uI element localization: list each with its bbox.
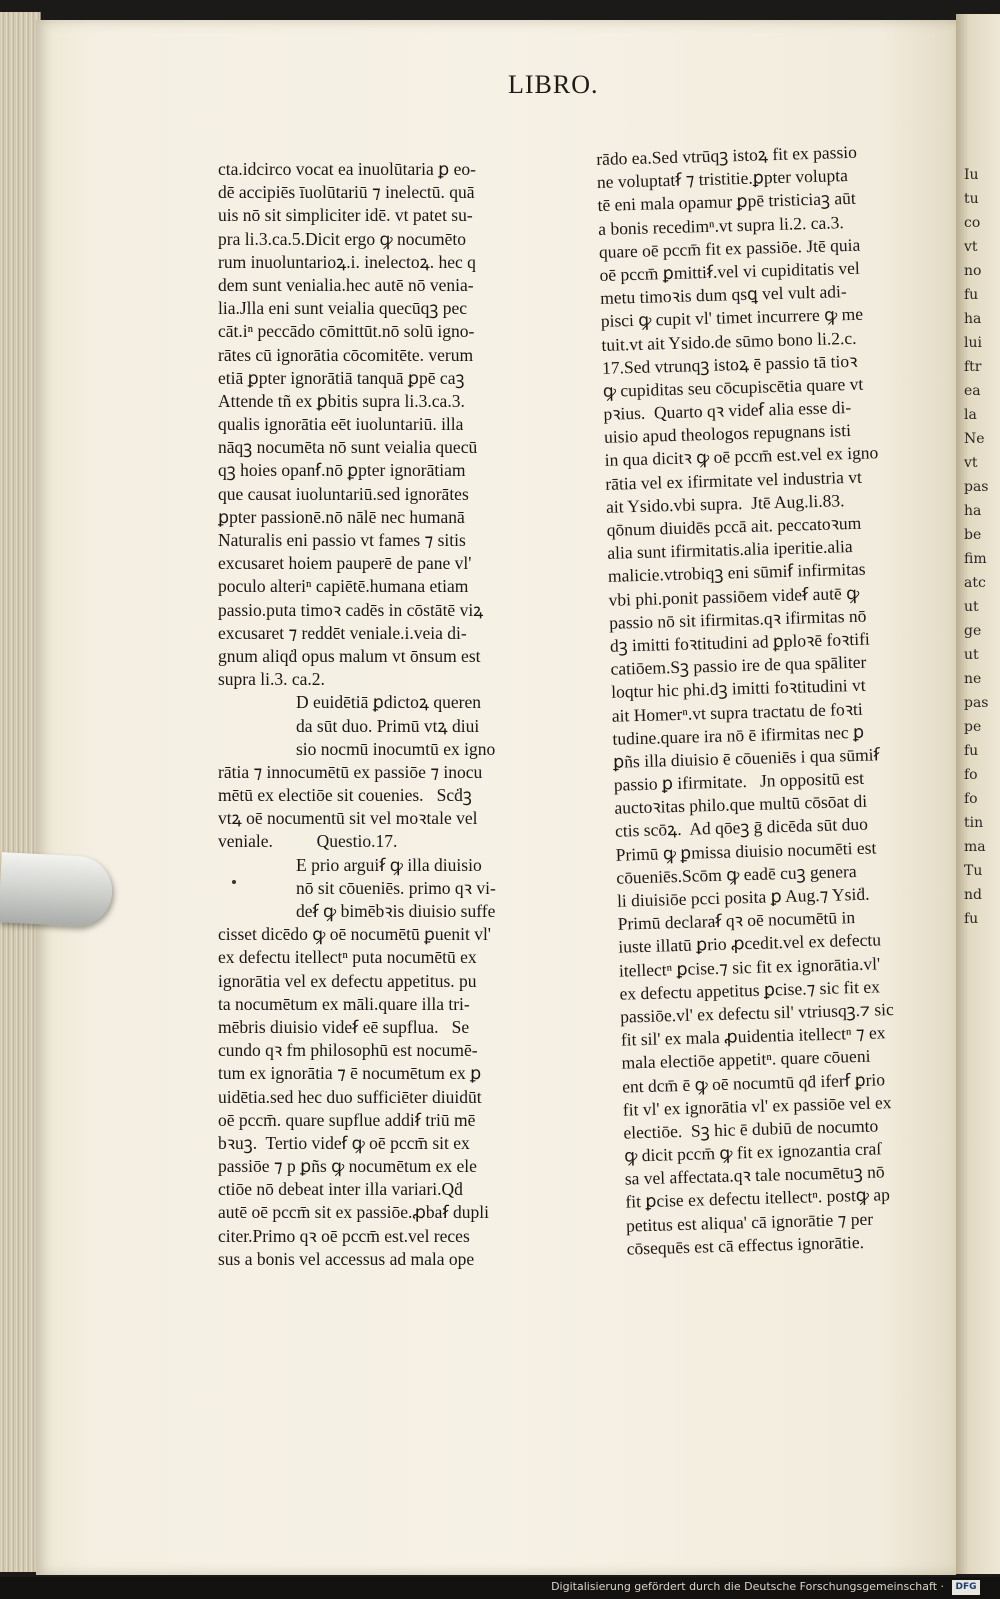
facing-page-fragment: fim: [964, 551, 987, 567]
text-line: tuit.vt ait Ysido.de sūmo bono li.2.c.: [601, 327, 857, 355]
facing-page-fragment: fo: [964, 791, 978, 807]
text-line: rādo ea.Sed vtrūqꝫ istoꝝ fit ex passio: [596, 141, 858, 169]
text-line: cōsequēs est cā effectus ignorātie.: [626, 1231, 865, 1259]
text-line: cisset dicēdo ꝙ oē nocumētū ꝑuenit vl': [218, 924, 491, 945]
text-line: rātes cū ignorātia cōcomitēte. verum: [218, 344, 474, 365]
text-line: petitus est aliqua' cā ignorātie ⁊ per: [625, 1208, 874, 1236]
book-edge-left: [0, 12, 41, 1572]
text-line: cta.idcirco vocat ea inuolūtaria ꝑ eo-: [218, 159, 476, 179]
text-line: vbi phi.ponit passiōem videẜ autē ꝙ: [608, 582, 860, 610]
facing-page-fragment: nd: [964, 887, 982, 903]
text-line: auctoꝛitas philo.que multū cōsōat di: [614, 790, 868, 818]
funding-credit: Digitalisierung gefördert durch die Deutsche Forschungsgemeinschaft ·: [551, 1580, 944, 1593]
facing-page-fragment: ge: [964, 623, 982, 639]
text-line: citer.Primo qꝛ oē pccm̄ est.vel reces: [218, 1225, 470, 1246]
text-line: autē oē pccm̄ sit ex passiōe.ꝓbaẜ dupli: [218, 1202, 489, 1223]
facing-page-fragment: no: [964, 263, 982, 279]
text-line: ait Homerⁿ.vt supra tractatu de foꝛti: [611, 698, 863, 726]
text-line: rātia ⁊ innocumētū ex passiōe ⁊ inocu: [218, 761, 483, 782]
running-title: LIBRO.: [508, 70, 599, 99]
text-line: uidētia.sed hec duo sufficiēter diuidūt: [218, 1086, 482, 1107]
text-line: ꝙ dicit pccm̄ ꝙ fit ex ignozantia craſ: [623, 1138, 882, 1166]
text-line: li diuisiōe pcci posita ꝑ Aug.⁊ Ysiḋ.: [616, 883, 870, 911]
text-line: a bonis recedimⁿ.vt supra li.2. ca.3.: [597, 211, 845, 239]
facing-page-fragment: co: [964, 215, 981, 231]
facing-page-fragment: fu: [964, 287, 979, 303]
text-line: ait Ysido.vbi supra. Jtē Aug.li.83.: [605, 490, 845, 517]
text-line: pra li.3.ca.5.Dicit ergo ꝙ nocumēto: [218, 228, 467, 249]
text-line: pisci ꝙ cupit vl' timet incurrere ꝙ me: [600, 303, 864, 332]
text-line: oē pccm̄. quare supflue addiẜ triū mē: [218, 1109, 476, 1130]
text-line: sio nocmū inocumtū ex igno: [296, 738, 496, 759]
facing-page-fragment: ha: [964, 503, 982, 519]
text-line: dē accipiēs īuolūtariū ⁊ inelectū. quā: [218, 182, 475, 203]
text-line: fit ꝑcise ex defectu itellectⁿ. postꝙ ap: [625, 1184, 891, 1213]
text-line: ꝑpter passionē.nō nālē nec humanā: [218, 506, 465, 527]
text-line: ent dcm̄ ē ꝙ oē nocumtū qḋ iferẜ ꝑrio: [621, 1068, 886, 1097]
facing-page-fragment: Ne: [964, 431, 985, 447]
text-line: alia sunt ifirmitatis.alia iperitie.alia: [607, 536, 853, 564]
facing-page-fragment: ea: [964, 383, 981, 399]
text-line: Attende tñ ex ꝑbitis supra li.3.ca.3.: [218, 390, 465, 411]
text-line: ne voluptatẜ ⁊ tristitie.ꝑpter volupta: [596, 165, 849, 193]
text-line: nāqꝫ nocumēta nō sunt veialia quecū: [218, 437, 478, 458]
facing-page-fragment: tu: [964, 191, 979, 207]
text-line: gnum aliqḋ opus malum vt ōnsum est: [218, 645, 481, 666]
text-line: veniale. Questio.17.: [218, 831, 398, 852]
text-line: ex defectu itellectⁿ puta nocumētū ex: [218, 947, 477, 968]
text-line: sa vel affectata.qꝛ tale nocumētuꝫ nō: [624, 1161, 885, 1189]
text-line: 17.Sed vtrunqꝫ istoꝝ ē passio tā tioꝛ: [601, 350, 858, 378]
text-line: loqtur hic phi.dꝫ imitti foꝛtitudini vt: [610, 674, 866, 703]
text-line: Primū ꝙ ꝑmissa diuisio nocumēti est: [615, 837, 877, 865]
text-line: passiōe ⁊ p ꝑñs ꝙ nocumētum ex ele: [218, 1156, 477, 1177]
dfg-logo: DFG: [952, 1580, 980, 1595]
facing-page-fragment: fu: [964, 911, 979, 927]
text-line: excusaret hoiem pauperē de pane vl': [218, 553, 472, 574]
text-line: cundo qꝛ fm philosophū est nocumē-: [218, 1040, 478, 1061]
text-line: da sūt duo. Primū vtꝝ diui: [296, 715, 480, 736]
facing-page-fragment: la: [964, 407, 977, 423]
text-line: bꝛuꝫ. Tertio videẜ ꝙ oē pccm̄ sit ex: [218, 1132, 470, 1153]
text-line: oē pccm̄ ꝑmittiẜ.vel vi cupiditatis vel: [599, 257, 861, 285]
facing-page-fragment: ut: [964, 647, 979, 663]
text-line: ctiōe nō debeat inter illa variari.Qḋ: [218, 1179, 463, 1200]
facing-page-fragment: pe: [964, 719, 982, 735]
text-line: dꝫ imitti foꝛtitudini ad ꝑploꝛē foꝛtifi: [609, 628, 871, 656]
text-line: poculo alteriⁿ capiētē.humana etiam: [218, 576, 469, 597]
facing-page-fragment: fo: [964, 767, 978, 783]
text-line: cāt.iⁿ peccādo cōmittūt.nō solū igno-: [218, 321, 475, 342]
text-line: ꝙ cupiditas seu cōcupiscētia quare vt: [602, 373, 864, 401]
text-line: electiōe. Sꝫ hic ē dubiū de nocumto: [623, 1115, 879, 1143]
text-line: quare oē pccm̄ fit ex passiōe. Jtē quia: [598, 234, 861, 262]
text-line: etiā ꝑpter ignorātiā tanquā ꝑpē caꝫ: [218, 367, 465, 388]
left-text-column: [218, 158, 528, 1271]
facing-page-edge: [956, 14, 1000, 1574]
text-line: supra li.3. ca.2.: [218, 669, 325, 690]
text-line: deẜ ꝙ bimēbꝛis diuisio suffe: [296, 901, 496, 921]
text-line: in qua dicitꝛ ꝙ oē pccm̄ est.vel ex igno: [604, 442, 879, 471]
text-line: qōnum diuidēs pccā ait. peccatoꝛum: [606, 512, 862, 540]
text-line: rātia vel ex ifirmitate vel industria vt: [605, 466, 863, 494]
text-line: que causat iuoluntariū.sed ignorātes: [218, 483, 469, 504]
text-line: tudine.quare ira nō ē ifirmitas nec ꝑ: [612, 721, 865, 749]
facing-page-fragment: tin: [964, 815, 984, 831]
text-line: vtꝝ oē nocumentū sit vel moꝛtale vel: [218, 808, 478, 829]
text-line: fit vl' ex ignorātia vl' ex passiōe vel ex: [622, 1091, 892, 1120]
text-line: itellectⁿ ꝑcise.⁊ sic fit ex ignorātia.vl': [618, 952, 881, 981]
text-line: ta nocumētum ex māli.quare illa tri-: [218, 993, 470, 1014]
text-line: iuste illatū ꝑrio ꝓcedit.vel ex defectu: [618, 929, 882, 958]
text-line: ex defectu appetitus ꝑcise.⁊ sic fit ex: [619, 976, 881, 1004]
facing-page-fragment: pas: [964, 479, 989, 495]
text-line: fit sil' ex mala ꝓuidentia itellectⁿ ⁊ ex: [620, 1022, 886, 1050]
facing-page-fragment: vt: [964, 455, 978, 471]
text-line: passiōe.vl' ex defectu sil' vtriusqꝫ.⁊ sic: [619, 998, 895, 1027]
text-line: cōueniēs.Scōm ꝙ eadē cuꝫ genera: [616, 860, 857, 888]
text-line: metu timoꝛis dum qsꝗ vel vult adi-: [599, 281, 847, 309]
text-line: Primū declaraẜ qꝛ oē nocumētū in: [617, 907, 856, 934]
text-line: ignorātia vel ex defectu appetitus. pu: [218, 970, 477, 991]
text-line: excusaret ⁊ reddēt veniale.i.veia di-: [218, 622, 467, 643]
text-line: dem sunt venialia.hec autē nō venia-: [218, 274, 474, 295]
text-line: sus a bonis vel accessus ad mala ope: [218, 1248, 475, 1269]
text-line: E prio arguiẜ ꝙ illa diuisio: [296, 854, 482, 875]
facing-page-fragment: Tu: [964, 863, 983, 879]
text-line: passio ꝑ ifirmitate. Jn oppositū est: [613, 767, 865, 795]
text-line: mala electiōe appetitⁿ. quare cōueni: [621, 1046, 871, 1073]
facing-page-fragment: ftr: [964, 359, 982, 375]
facing-page-fragment: ut: [964, 599, 979, 615]
facing-page-fragment: Iu: [964, 167, 979, 183]
facing-page-fragment: fu: [964, 743, 979, 759]
text-line: qualis ignorātia eēt iuoluntariū. illa: [218, 414, 464, 435]
text-line: uis nō sit simpliciter idē. vt patet su-: [218, 205, 473, 226]
text-line: pꝛius. Quarto qꝛ videẜ alia esse di-: [603, 397, 852, 424]
text-line: mētū ex electiōe sit couenies. Scḋꝫ: [218, 785, 472, 806]
facing-page-fragment: ma: [964, 839, 986, 855]
text-line: malicie.vtrobiqꝫ eni sūmiẜ infirmitas: [607, 559, 866, 587]
text-line: lia.Jlla eni sunt veialia quecūqꝫ pec: [218, 298, 467, 319]
facing-page-fragment: vt: [964, 239, 978, 255]
text-line: qꝫ hoies opanẜ.nō ꝑpter ignorātiam: [218, 460, 466, 481]
text-line: ꝑñs illa diuisio ē cōueniēs i qua sūmiẜ: [612, 744, 880, 772]
text-line: tē eni mala opamur ꝑpē tristiciaꝫ aūt: [597, 188, 856, 216]
text-line: rum inuoluntarioꝝ.i. inelectoꝝ. hec q: [218, 251, 476, 272]
facing-page-fragment: be: [964, 527, 982, 543]
text-line: uisio apud theologos repugnans isti: [603, 420, 852, 448]
text-line: D euidētiā ꝑdictoꝝ queren: [296, 692, 481, 713]
text-line: passio nō sit ifirmitas.qꝛ ifirmitas nō: [608, 605, 867, 633]
text-line: passio.puta timoꝛ cadēs in cōstātē viꝝ: [218, 599, 484, 620]
facing-page-fragment: ha: [964, 311, 982, 327]
facing-page-fragment: ne: [964, 671, 982, 687]
right-text-column: [596, 139, 957, 1261]
text-line: tum ex ignorātia ⁊ ē nocumētum ex ꝑ: [218, 1063, 482, 1084]
page-clip-icon: [0, 852, 114, 928]
facing-page-fragment: pas: [964, 695, 989, 711]
facing-page-fragment: lui: [964, 335, 982, 351]
text-line: catiōem.Sꝫ passio ire de qua spāliter: [610, 651, 867, 679]
text-line: nō sit cōueniēs. primo qꝛ vi-: [296, 877, 496, 898]
facing-page-fragment: atc: [964, 575, 986, 591]
text-line: Naturalis eni passio vt fames ⁊ sitis: [218, 530, 466, 550]
text-line: ctis scōꝝ. Ad qōeꝫ ḡ dicēda sūt duo: [614, 814, 869, 842]
text-line: mēbris diuisio videẜ eē supflua. Se: [218, 1016, 470, 1037]
